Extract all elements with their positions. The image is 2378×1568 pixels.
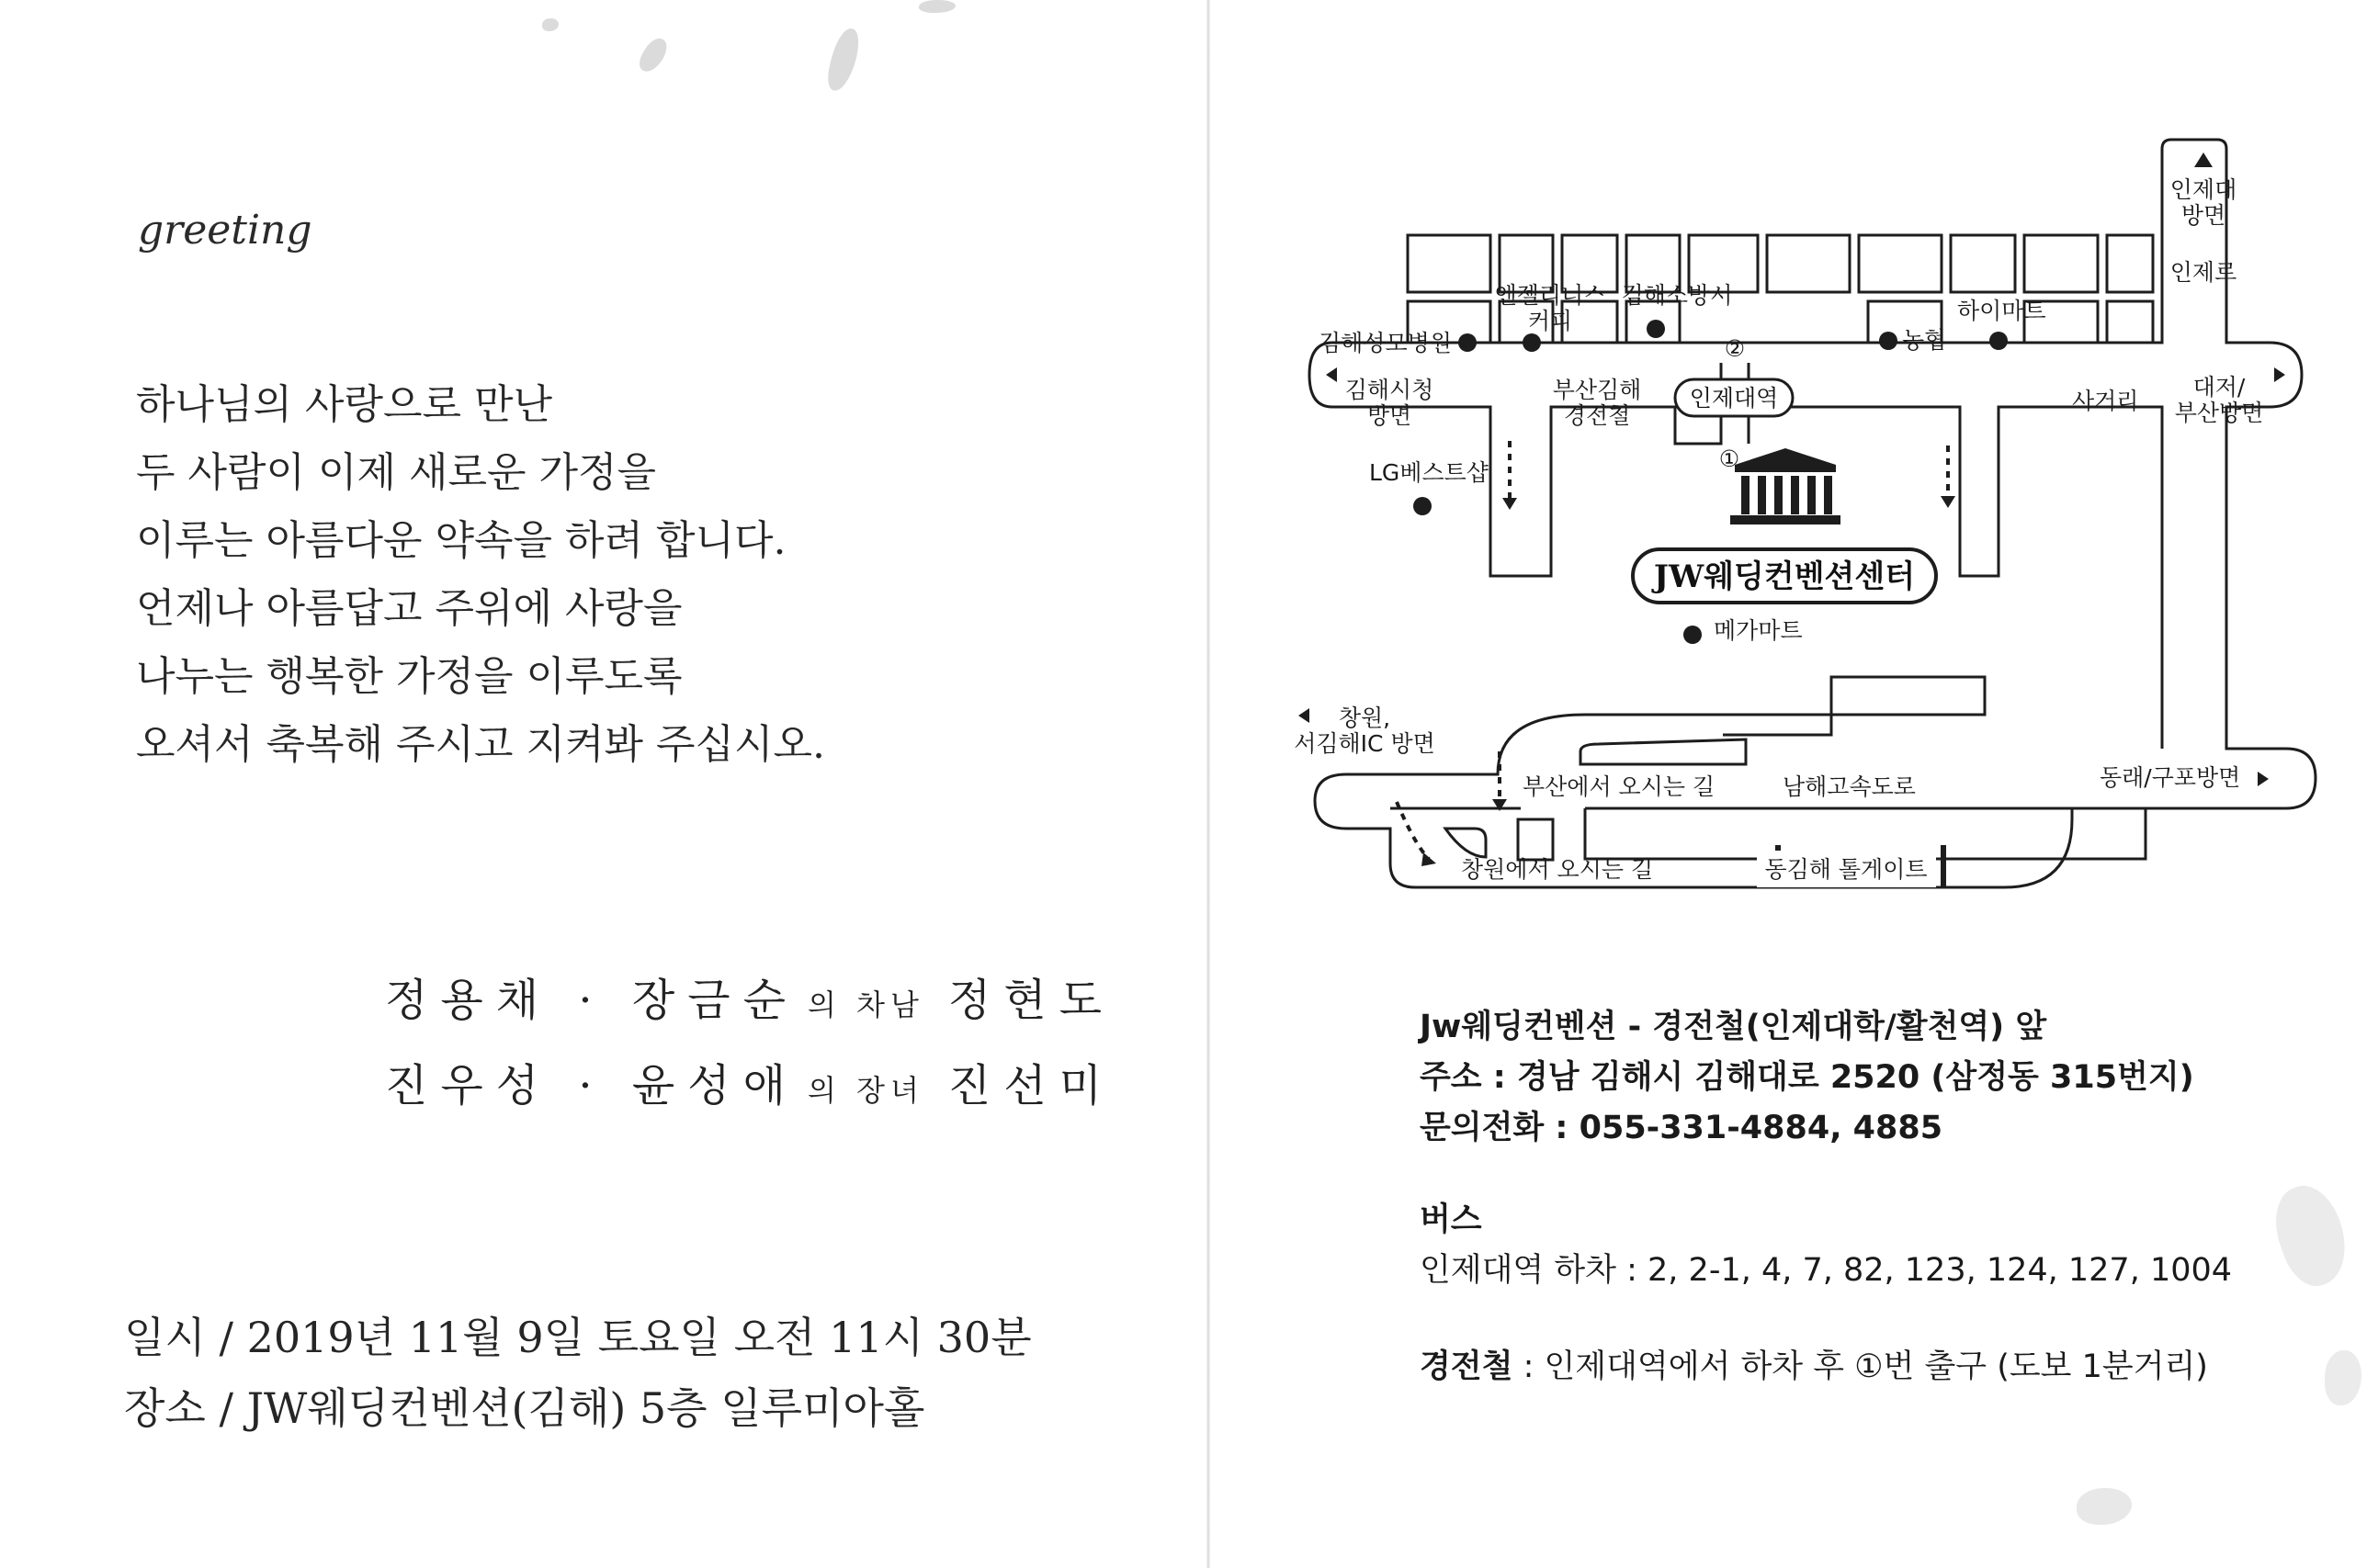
map-label-dongnae-dir: 동래/구포방면 [2100,764,2241,791]
bus-line: 인제대역 하차 : 2, 2-1, 4, 7, 82, 123, 124, 127, 1004 [1420,1252,2233,1289]
map-block [1859,235,1942,292]
fold-line [1206,0,1210,1568]
groom-name: 정현도 [947,975,1115,1026]
triangle-up-icon [2194,152,2213,167]
route-arrow [1397,802,1429,859]
address: 주소 : 경남 김해시 김해대로 2520 (삼정동 315번지) [1420,1059,2194,1096]
map-block [2107,235,2153,292]
map-label-exit2: ② [1724,335,1746,362]
greeting-line: 두 사람이 이제 새로운 가정을 [136,449,656,496]
map-label-hospital: 김해성모병원 [1319,330,1452,356]
map-label-inje-univ-dir: 인제대 방면 [2169,176,2237,229]
map-block [2107,301,2153,343]
bride-name: 진선미 [947,1060,1115,1111]
greeting-line: 오셔서 축복해 주시고 지켜봐 주십시오. [136,721,825,768]
floral-mark [2263,1177,2358,1293]
floral-mark [2077,1488,2132,1525]
landmark-dot [1989,332,2008,350]
map-block [1951,235,2015,292]
arrow-head [1421,852,1436,866]
greeting-title: greeting [138,207,312,254]
map-block [1767,235,1850,292]
triangle-left-icon [1298,708,1309,723]
greeting-line: 언제나 아름답고 주위에 사랑을 [136,585,683,632]
phone: 문의전화 : 055-331-4884, 4885 [1420,1110,1943,1146]
venue-building-icon [1730,448,1840,525]
landmark-dot [1647,320,1665,338]
arrow-head [1502,498,1517,510]
event-date: 일시 / 2019년 11월 9일 토요일 오전 11시 30분 [124,1313,1032,1362]
floral-mark [823,26,863,94]
greeting-line: 하나님의 사랑으로 만난 [136,381,553,428]
venue-line: Jw웨딩컨벤션 - 경전철(인제대학/활천역) 앞 [1420,1009,2047,1045]
location-map [1282,138,2325,909]
map-label-expressway: 남해고속도로 [1783,773,1916,800]
map-block [1518,819,1553,860]
map-label-daejeo-dir: 대저/ 부산방면 [2174,374,2264,426]
station-label: 인제대역 [1689,385,1779,412]
map-label-tollgate: 동김해 톨게이트 [1764,856,1928,883]
bus-title: 버스 [1420,1201,1482,1238]
floral-mark [542,18,559,31]
greeting-message [136,371,825,779]
venue-label: JW웨딩컨벤션센터 [1653,558,1916,595]
rail-line: : 인제대역에서 하차 후 ①번 출구 (도보 1분거리) [1512,1348,2208,1385]
map-label-lg: LG베스트샵 [1369,459,1489,486]
map-label-angelinus: 엔젤리너스 커피 [1494,282,1606,334]
map-label-light-rail: 부산김해 경전철 [1552,377,1642,429]
rail-directions [1420,1341,2208,1387]
landmark-dot [1879,332,1897,350]
map-road [1445,829,1486,857]
landmark-dot [1413,497,1432,515]
map-label-changwon-dir: 창원, 서김해IC 방면 [1294,705,1435,757]
map-label-nonghyup: 농협 [1902,327,1947,354]
triangle-right-icon [2274,367,2285,382]
landmark-dot [1458,333,1477,352]
map-label-from-busan: 부산에서 오시는 길 [1523,773,1716,800]
bride-parents: 진우성 · 윤성애 [384,1060,798,1111]
event-place: 장소 / JW웨딩컨벤션(김해) 5층 일루미아홀 [124,1383,925,1433]
landmark-dot [1683,626,1702,644]
triangle-left-icon [1326,367,1337,382]
arrow-head [1941,496,1955,508]
groom-relation: 의 차남 [807,987,924,1022]
map-label-inje-ro: 인제로 [2169,259,2237,286]
map-road [1580,739,1746,764]
bride-relation: 의 장녀 [807,1073,924,1108]
map-label-city-hall-dir: 김해시청 방면 [1344,377,1434,429]
landmark-dot [1523,333,1541,352]
floral-mark [635,34,671,76]
floral-mark [2325,1350,2361,1405]
triangle-right-icon [2258,772,2269,786]
map-label-fire-station: 김해소방서 [1621,282,1733,309]
greeting-line: 이루는 아름다운 약속을 하려 합니다. [136,517,787,564]
greeting-line: 나누는 행복한 가정을 이루도록 [136,653,683,700]
groom-line [385,964,1115,1028]
map-label-exit1: ① [1718,446,1740,472]
rail-label: 경전철 [1420,1348,1513,1385]
bride-line [385,1050,1115,1113]
map-label-himart: 하이마트 [1957,298,2046,324]
floral-mark [919,0,956,13]
map-label-from-changwon: 창원에서 오시는 길 [1461,856,1654,883]
map-label-megamart: 메가마트 [1714,617,1803,644]
map-block [2024,235,2098,292]
groom-parents: 정용채 · 장금순 [384,975,798,1026]
map-label-intersection: 사거리 [2072,388,2139,414]
map-block [1408,235,1490,292]
